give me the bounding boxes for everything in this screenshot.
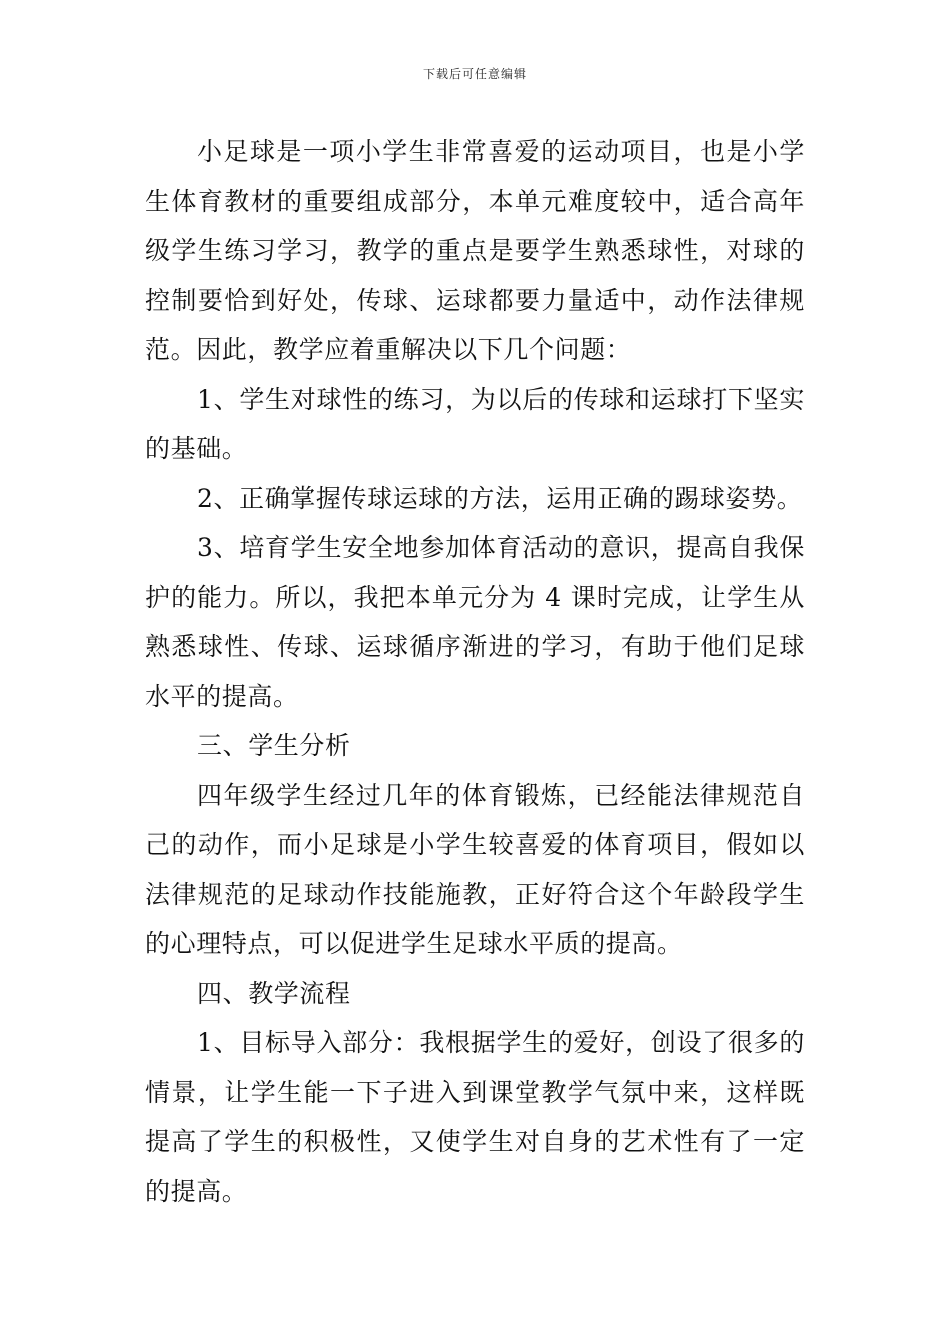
section-heading-student-analysis: 三、学生分析 <box>197 731 351 760</box>
page-header: 下载后可任意编辑 <box>422 67 527 81</box>
paragraph-student-analysis: 四年级学生经过几年的体育锻炼，已经能法律规范自己的动作，而小足球是小学生较喜爱的体育项目，假如以法律规范的足球动作技能施教，正好符合这个年龄段学生的心理特点，可以促进学生足球水平质的提高。 <box>145 780 805 958</box>
document-body <box>145 127 805 1216</box>
paragraph-point-1: 1、学生对球性的练习，为以后的传球和运球打下坚实的基础。 <box>145 384 805 463</box>
paragraph-intro: 小足球是一项小学生非常喜爱的运动项目，也是小学生体育教材的重要组成部分，本单元难度较中，适合高年级学生练习学习，教学的重点是要学生熟悉球性，对球的控制要恰到好处，传球、运球都要力量适中，动作法律规范。因此，教学应着重解决以下几个问题： <box>145 137 805 364</box>
paragraph-point-3: 3、培育学生安全地参加体育活动的意识，提高自我保护的能力。所以，我把本单元分为 4 课时完成，让学生从熟悉球性、传球、运球循序渐进的学习，有助于他们足球水平的提高。 <box>145 533 805 711</box>
paragraph-teaching-step-1: 1、目标导入部分：我根据学生的爱好，创设了很多的情景，让学生能一下子进入到课堂教学气氛中来，这样既提高了学生的积极性，又使学生对自身的艺术性有了一定的提高。 <box>145 1028 805 1206</box>
paragraph-point-2: 2、正确掌握传球运球的方法，运用正确的踢球姿势。 <box>197 483 803 513</box>
section-heading-teaching-process: 四、教学流程 <box>197 978 351 1008</box>
